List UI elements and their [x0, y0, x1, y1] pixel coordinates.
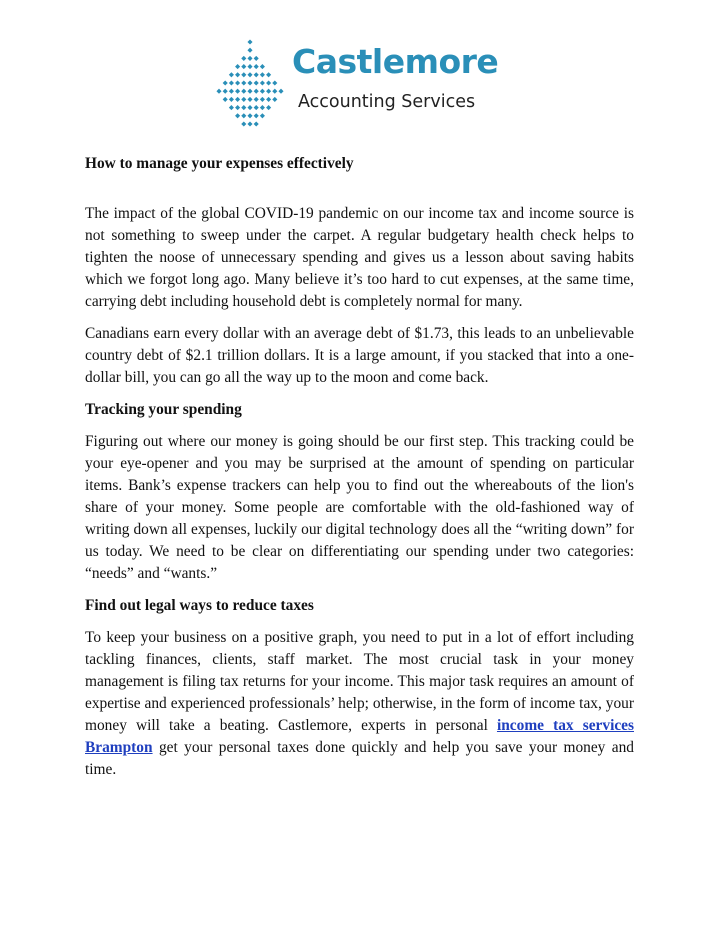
logo-diamond-dot	[241, 89, 246, 94]
logo-diamond-dot	[260, 105, 265, 110]
logo-diamond-dot	[254, 97, 259, 102]
logo-diamond-dot	[247, 89, 252, 94]
logo-diamond-dot	[247, 39, 252, 44]
logo-diamond-dot	[260, 64, 265, 69]
logo-diamond-dot	[247, 80, 252, 85]
logo-diamond-dot	[266, 89, 271, 94]
logo-diamond-dot	[260, 89, 265, 94]
logo-diamond-dot	[223, 89, 228, 94]
logo-diamond-dot	[229, 89, 234, 94]
logo-diamond-dot	[254, 72, 259, 77]
debt-paragraph: Canadians earn every dollar with an average debt of $1.73, this leads to an unbelievable country debt of $2.1 trillion dollars. It is a large amount, if you stacked that into a one-dollar bill, you can go all the way up to the moon and come back.	[85, 325, 634, 386]
logo-diamond-dot	[247, 105, 252, 110]
article-body	[85, 153, 634, 791]
logo-diamond-dot	[260, 80, 265, 85]
logo-diamond-dot	[254, 105, 259, 110]
logo-diamond-dot	[260, 72, 265, 77]
brand-name: Castlemore	[292, 42, 499, 81]
logo-diamond-dot	[223, 80, 228, 85]
taxes-paragraph	[85, 627, 634, 781]
logo-diamond-dot	[241, 64, 246, 69]
section-heading-tracking: Tracking your spending	[85, 401, 242, 418]
logo-diamond-dot	[254, 121, 259, 126]
logo-diamond-dot	[254, 56, 259, 61]
article-title: How to manage your expenses effectively	[85, 155, 354, 172]
logo-diamond-dot	[247, 72, 252, 77]
diamond-grid-logo-icon	[210, 36, 290, 132]
logo-diamond-dot	[266, 105, 271, 110]
logo-diamond-dot	[266, 72, 271, 77]
logo-diamond-dot	[235, 89, 240, 94]
tracking-paragraph: Figuring out where our money is going should be our first step. This tracking could be your eye-opener and you may be surprised at the amount of spending on particular items. Bank’s expense trackers can help you to find out the whereabouts of the lion's share of your money. Some people are comfortable with the old-fashioned way of writing down all expenses, luckily our digital technology does all the “writing down” for us today. We need to be clear on differentiating our spending under two categories: “needs” and “wants.”	[85, 433, 634, 582]
logo-diamond-dot	[235, 97, 240, 102]
logo-diamond-dot	[241, 97, 246, 102]
logo-diamond-dot	[247, 56, 252, 61]
logo-diamond-dot	[241, 72, 246, 77]
logo-diamond-dot	[229, 72, 234, 77]
logo-diamond-dot	[223, 97, 228, 102]
logo-diamond-dot	[241, 56, 246, 61]
logo-diamond-dot	[235, 113, 240, 118]
logo-diamond-dot	[254, 80, 259, 85]
logo-diamond-dot	[272, 80, 277, 85]
taxes-paragraph-text-after: get your personal taxes done quickly and help you save your money and time.	[85, 739, 634, 778]
logo-diamond-dot	[229, 80, 234, 85]
company-logo	[210, 36, 510, 132]
logo-diamond-dot	[278, 89, 283, 94]
logo-diamond-dot	[247, 113, 252, 118]
logo-diamond-dot	[272, 89, 277, 94]
income-tax-services-link[interactable]: income tax services Brampton	[85, 717, 634, 756]
logo-diamond-dot	[235, 64, 240, 69]
logo-diamond-dot	[247, 48, 252, 53]
logo-diamond-dot	[266, 80, 271, 85]
logo-diamond-dot	[216, 89, 221, 94]
intro-paragraph: The impact of the global COVID-19 pandemic on our income tax and income source is not something to sweep under the carpet. A regular budgetary health check helps to tighten the noose of unnecessary spending and gives us a lesson about saving habits which we forgot long ago. Many believe it’s too hard to cut expenses, at the same time, carrying debt including household debt is completely normal for many.	[85, 205, 634, 310]
logo-diamond-dot	[241, 113, 246, 118]
logo-diamond-dot	[241, 80, 246, 85]
logo-diamond-dot	[229, 105, 234, 110]
logo-diamond-dot	[272, 97, 277, 102]
logo-diamond-dot	[241, 105, 246, 110]
logo-diamond-dot	[235, 72, 240, 77]
logo-diamond-dot	[247, 64, 252, 69]
logo-diamond-dot	[229, 97, 234, 102]
logo-diamond-dot	[266, 97, 271, 102]
logo-diamond-dot	[254, 113, 259, 118]
logo-diamond-dot	[260, 113, 265, 118]
logo-diamond-dot	[247, 97, 252, 102]
logo-diamond-dot	[254, 89, 259, 94]
logo-diamond-dot	[260, 97, 265, 102]
section-heading-taxes: Find out legal ways to reduce taxes	[85, 597, 314, 614]
logo-diamond-dot	[235, 105, 240, 110]
brand-subtitle: Accounting Services	[298, 92, 476, 112]
logo-diamond-dot	[247, 121, 252, 126]
logo-diamond-dot	[235, 80, 240, 85]
logo-diamond-dot	[254, 64, 259, 69]
taxes-paragraph-text-before: To keep your business on a positive graph, you need to put in a lot of effort including tackling finances, clients, staff market. The most crucial task in your money management is filing tax returns for your income. This major task requires an amount of expertise and experienced professionals’ help; otherwise, in the form of income tax, your money will take a beating. Castlemore, experts in personal	[85, 629, 634, 734]
logo-diamond-dot	[241, 121, 246, 126]
